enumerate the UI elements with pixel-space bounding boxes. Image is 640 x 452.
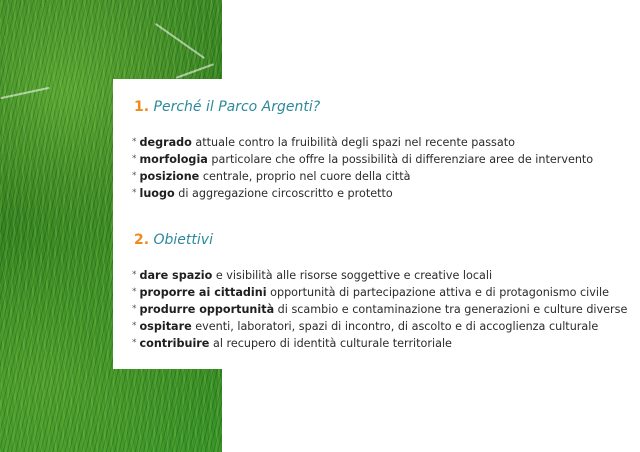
item-text: opportunità di partecipazione attiva e di protagonismo civile [266, 286, 610, 299]
item-text: al recupero di identità culturale territoriale [209, 337, 452, 350]
bullet-star-icon: * [132, 188, 137, 198]
reasons-list [132, 134, 593, 202]
bullet-star-icon: * [132, 154, 137, 164]
bullet-star-icon: * [132, 304, 137, 314]
item-keyword: degrado [139, 136, 192, 149]
item-keyword: dare spazio [139, 269, 213, 282]
item-text: particolare che offre la possibilità di differenziare aree de intervento [207, 153, 594, 166]
list-item [132, 284, 627, 301]
content-panel [113, 79, 628, 369]
item-keyword: contribuire [139, 337, 210, 350]
item-text: e visibilità alle risorse soggettive e creative locali [212, 269, 493, 282]
goals-list [132, 267, 627, 352]
section-title-why [134, 99, 320, 115]
item-text: di scambio e contaminazione tra generazioni e culture diverse [274, 303, 628, 316]
bullet-star-icon: * [132, 171, 137, 181]
item-keyword: ospitare [139, 320, 192, 333]
list-item [132, 267, 627, 284]
bullet-star-icon: * [132, 287, 137, 297]
item-keyword: luogo [139, 187, 175, 200]
item-keyword: morfologia [139, 153, 208, 166]
section-number: 1. [134, 99, 150, 115]
list-item [132, 185, 593, 202]
list-item [132, 168, 593, 185]
item-text: di aggregazione circoscritto e protetto [174, 187, 393, 200]
item-text: centrale, proprio nel cuore della città [199, 170, 411, 183]
item-text: attuale contro la fruibilità degli spazi nel recente passato [191, 136, 515, 149]
item-text: eventi, laboratori, spazi di incontro, di ascolto e di accoglienza culturale [191, 320, 599, 333]
bullet-star-icon: * [132, 137, 137, 147]
section-heading: Obiettivi [153, 232, 213, 248]
item-keyword: produrre opportunità [139, 303, 275, 316]
section-number: 2. [134, 232, 150, 248]
section-heading: Perché il Parco Argenti? [153, 99, 321, 115]
list-item [132, 318, 627, 335]
list-item [132, 134, 593, 151]
item-keyword: posizione [139, 170, 200, 183]
bullet-star-icon: * [132, 270, 137, 280]
item-keyword: proporre ai cittadini [139, 286, 267, 299]
list-item [132, 151, 593, 168]
section-title-goals [134, 232, 213, 248]
list-item [132, 301, 627, 318]
list-item [132, 335, 627, 352]
bullet-star-icon: * [132, 321, 137, 331]
bullet-star-icon: * [132, 338, 137, 348]
